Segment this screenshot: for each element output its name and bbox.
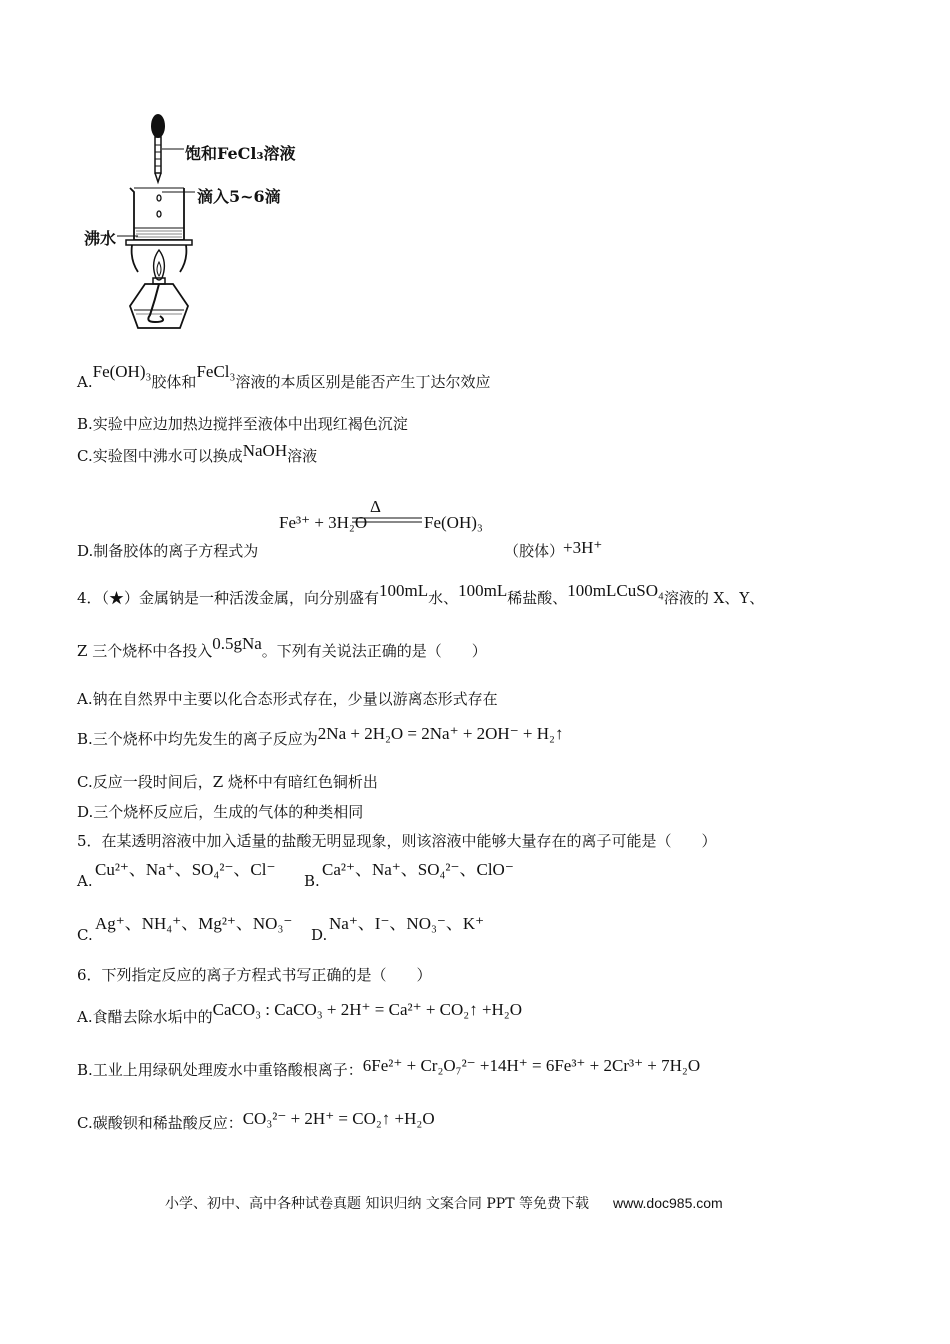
q4-stem-line2: Z 三个烧杯中各投入0.5gNa。下列有关说法正确的是（ ）	[77, 634, 487, 660]
q4-option-d: D.三个烧杯反应后，生成的气体的种类相同	[77, 803, 364, 821]
q5-option-b-label: B.	[304, 872, 320, 890]
q5-option-b: Ca²⁺、Na⁺、SO₄²⁻、ClO⁻	[322, 860, 514, 879]
label-boiling-water: 沸水	[84, 229, 117, 248]
wire-gauze	[126, 240, 192, 245]
q5-option-c-label: C.	[77, 926, 93, 944]
q5-option-a: Cu²⁺、Na⁺、SO₄²⁻、Cl⁻	[95, 860, 276, 879]
q3-option-a: A.Fe(OH)₃胶体和FeCl₃溶液的本质区别是能否产生丁达尔效应	[77, 362, 491, 391]
q3-d-equation-right: Fe(OH)₃	[424, 513, 483, 532]
q3-option-b: B.实验中应边加热边搅拌至液体中出现红褐色沉淀	[77, 415, 408, 433]
q4-option-a: A.钠在自然界中主要以化合态形式存在，少量以游离态形式存在	[77, 690, 498, 708]
q6-option-b: B.工业上用绿矾处理废水中重铬酸根离子：6Fe²⁺ + Cr₂O₇²⁻ +14H⁺ = 6Fe³⁺ + 2Cr³⁺ + 7H₂O	[77, 1056, 701, 1079]
q3-d-equation-left: Fe³⁺ + 3H₂O	[279, 513, 368, 532]
dropper-bulb	[151, 114, 165, 138]
q4-option-b: B.三个烧杯中均先发生的离子反应为2Na + 2H₂O = 2Na⁺ + 2OH⁻ + H₂↑	[77, 724, 564, 748]
q3-option-d: D.制备胶体的离子方程式为	[77, 542, 259, 560]
footer-text: 小学、初中、高中各种试卷真题 知识归纳 文案合同 PPT 等免费下载	[165, 1196, 589, 1212]
q3-d-colloid: （胶体）	[504, 542, 565, 560]
q5-option-d: Na⁺、I⁻、NO₃⁻、K⁺	[329, 914, 485, 933]
q5-option-d-label: D.	[311, 926, 328, 944]
q4-stem-line1: 4．（★）金属钠是一种活泼金属，向分别盛有100mL水、100mL稀盐酸、100mLCuSO₄溶液的 X、Y、	[77, 581, 765, 607]
q3-option-c: C.实验图中沸水可以换成NaOH溶液	[77, 441, 318, 465]
q5-option-c: Ag⁺、NH₄⁺、Mg²⁺、NO₃⁻	[95, 914, 293, 933]
q3-d-delta: Δ	[370, 497, 381, 516]
q6-stem: 6．下列指定反应的离子方程式书写正确的是（ ）	[77, 966, 432, 984]
figure-leader-lines	[80, 140, 200, 240]
q4-option-c: C.反应一段时间后，Z 烧杯中有暗红色铜析出	[77, 773, 378, 791]
q3-d-equation-tail: +3H⁺	[563, 538, 603, 557]
label-drops: 滴入5~6滴	[197, 187, 281, 206]
label-fecl3-solution: 饱和FeCl₃溶液	[185, 144, 296, 163]
q3-d-equals-sign	[352, 516, 422, 524]
q5-option-a-label: A.	[77, 872, 93, 890]
q6-option-c: C.碳酸钡和稀盐酸反应：CO₃²⁻ + 2H⁺ = CO₂↑ +H₂O	[77, 1109, 435, 1132]
q6-option-a: A.食醋去除水垢中的CaCO₃ : CaCO₃ + 2H⁺ = Ca²⁺ + CO₂↑ +H₂O	[77, 1000, 523, 1026]
page-footer	[165, 1193, 723, 1213]
q5-stem: 5．在某透明溶液中加入适量的盐酸无明显现象，则该溶液中能够大量存在的离子可能是（ ）	[77, 832, 717, 850]
footer-url[interactable]: www.doc985.com	[612, 1195, 723, 1211]
